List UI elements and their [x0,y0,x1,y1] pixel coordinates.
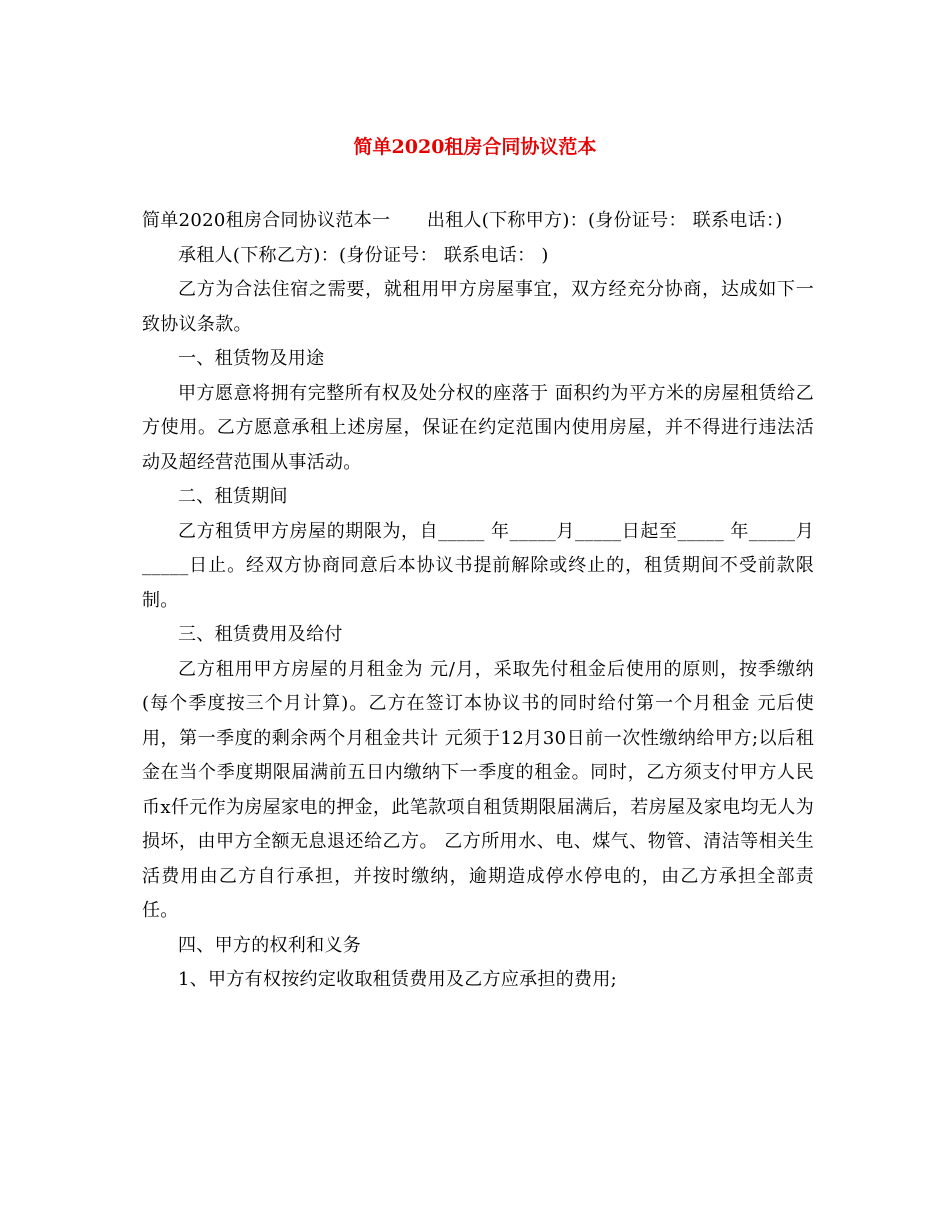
section-heading-3: 三、租赁费用及给付 [178,624,343,645]
paragraph-lessee: 承租人(下称乙方)：(身份证号： 联系电话： ) [178,244,549,266]
document-body [142,204,814,998]
paragraph-section-4-item-1: 1、甲方有权按约定收取租赁费用及乙方应承担的费用; [178,969,618,990]
paragraph-section-3: 乙方租用甲方房屋的月租金为 元/月，采取先付租金后使用的原则，按季缴纳(每个季度按三个月计算)。乙方在签订本协议书的同时给付第一个月租金 元后使用，第一季度的剩余两个月租金共计 元须于12月30日前一次性缴纳给甲方;以后租金在当个季度期限届满前五日内缴纳下一季度的租金。同时，乙方须支付甲方人民币x仟元作为房屋家电的押金，此笔款项自租赁期限届满后，若房屋及家电均无人为损坏，由甲方全额无息退还给乙方。 乙方所用水、电、煤气、物管、清洁等相关生活费用由乙方自行承担，并按时缴纳，逾期造成停水停电的，由乙方承担全部责任。 [142,658,814,921]
paragraph-section-2: 乙方租赁甲方房屋的期限为，自_____ 年_____月_____日起至_____ 年_____月_____日止。经双方协商同意后本协议书提前解除或终止的，租赁期间不受前款限制。 [142,520,814,611]
document-title: 简单2020租房合同协议范本 [353,136,597,158]
section-heading-4: 四、甲方的权利和义务 [178,934,361,956]
paragraph-purpose: 乙方为合法住宿之需要，就租用甲方房屋事宜，双方经充分协商，达成如下一致协议条款。 [142,279,814,335]
section-heading-2: 二、租赁期间 [178,486,288,507]
paragraph-intro-lessor: 简单2020租房合同协议范本一 出租人(下称甲方)：(身份证号： 联系电话：) [142,210,783,231]
section-heading-1: 一、租赁物及用途 [178,348,325,369]
paragraph-section-1: 甲方愿意将拥有完整所有权及处分权的座落于 面积约为平方米的房屋租赁给乙方使用。乙方愿意承租上述房屋，保证在约定范围内使用房屋，并不得进行违法活动及超经营范围从事活动。 [142,382,814,473]
